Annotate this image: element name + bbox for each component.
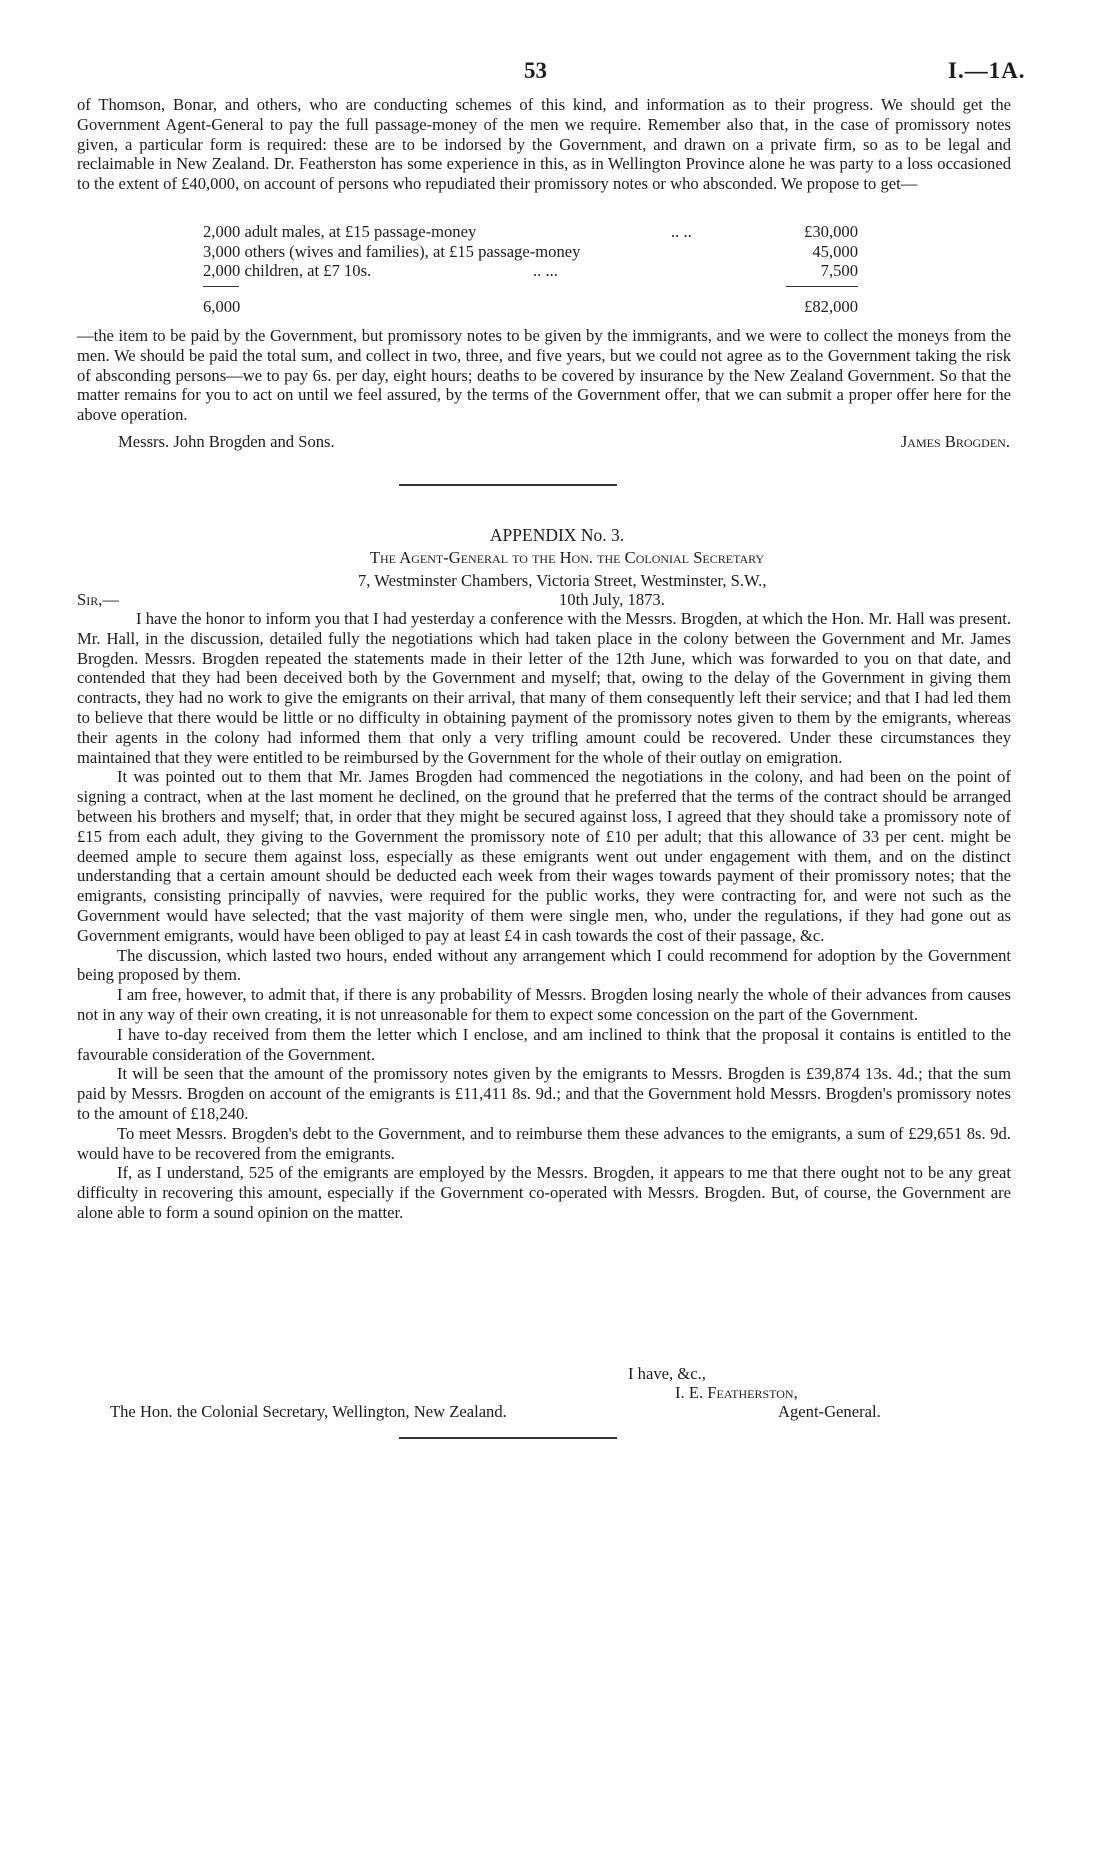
page-number: 53 (524, 58, 547, 83)
letter-signature: James Brogden. (900, 432, 1010, 451)
body-paragraph: I have to-day received from them the letter which I enclose, and am inclined to think that the proposal it contains is entitled to the favourable consideration of the Government. (77, 1024, 1011, 1064)
signatory-title: Agent-General. (778, 1402, 881, 1421)
table-rule-right (786, 286, 858, 287)
letter-salutation: Sir,— (77, 590, 119, 609)
letter-address: 7, Westminster Chambers, Victoria Street, Westminster, S.W., (358, 571, 767, 590)
table-row: 2,000 adult males, at £15 passage-money .. .. £30,000 (203, 222, 858, 241)
appendix-from-to: The Agent-General to the Hon. the Colonial Secretary (369, 548, 765, 567)
section-divider (399, 484, 617, 486)
body-paragraph: If, as I understand, 525 of the emigrants are employed by the Messrs. Brogden, it appears to me that there ought not to be any great difficulty in recovering this amount, especially if the Government co-operated with Messrs. Brogden. But, of course, the Government are alone able to form a sound opinion on the matter. (77, 1163, 1011, 1222)
letter-intro-paragraph: of Thomson, Bonar, and others, who are conducting schemes of this kind, and information as to their progress. We should get the Government Agent-General to pay the full passage-money of the men we require. Remember also that, in the case of promissory notes given, a particular form is required: these are to be indorsed by the Government, and drawn on a private firm, so as to be legal and reclaimable in New Zealand. Dr. Featherston has some experience in this, as in Wellington Province alone he was party to a loss occasioned to the extent of £40,000, on account of persons who repudiated their promissory notes or who absconded. We propose to get— (77, 95, 1011, 194)
appendix-letter-body (77, 609, 1011, 1223)
body-paragraph: To meet Messrs. Brogden's debt to the Government, and to reimburse them these advances to the emigrants, a sum of £29,651 8s. 9d. would have to be recovered from the emigrants. (77, 1123, 1011, 1163)
body-paragraph: It was pointed out to them that Mr. James Brogden had commenced the negotiations in the colony, and had been on the point of signing a contract, when at the last moment he declined, on the ground that he preferred that the terms of the contract should be arranged between his brothers and myself; that, in order that they might be secured against loss, I agreed that they should take a promissory note of £15 from each adult, they giving to the Government the promissory note of £10 per adult; that this allowance of 33 per cent. might be deemed ample to secure them against loss, especially as these emigrants went out under engagement with them, and on the distinct understanding that a certain amount should be deducted each week from their wages towards payment of their promissory notes; that the emigrants, consisting principally of navvies, were required for the public works, they were contracting for, and were not such as the Government would have selected; that the vast majority of them were single men, who, under the regulations, if they had gone out as Government emigrants, would have been obliged to pay at least £4 in cash towards the cost of their passage, &c. (77, 767, 1011, 945)
letter-signatory: I. E. Featherston, (675, 1383, 798, 1402)
table-row: 2,000 children, at £7 10s. .. ... 7,500 (203, 261, 858, 281)
letter-recipient: The Hon. the Colonial Secretary, Wellington, New Zealand. (110, 1402, 507, 1421)
table-row: 3,000 others (wives and families), at £15 passage-money 45,000 (203, 241, 858, 261)
passage-money-table (203, 222, 858, 281)
section-divider-bottom (399, 1437, 617, 1439)
table-total-count: 6,000 (203, 297, 241, 316)
letter-date: 10th July, 1873. (559, 590, 665, 609)
document-reference: I.—1A. (948, 58, 1026, 83)
body-paragraph: It will be seen that the amount of the promissory notes given by the emigrants to Messrs. Brogden is £39,874 13s. 4d.; that the sum paid by Messrs. Brogden on account of the emigrants is £11,411 8s. 9d.; and that the Government hold Messrs. Brogden's promissory notes to the amount of £18,240. (77, 1064, 1011, 1123)
body-paragraph: I have the honor to inform you that I had yesterday a conference with the Messrs. Brogden, at which the Hon. Mr. Hall was present. Mr. Hall, in the discussion, detailed fully the negotiations which had taken place in the colony between the Government and Mr. James Brogden. Messrs. Brogden repeated the statements made in their letter of the 12th June, which was forwarded to you on that date, and contended that they had been deceived both by the Government and myself; that, owing to the delay of the Government in giving them contracts, they had no work to give the emigrants on their arrival, that many of them consequently left their service; and that I had led them to believe that there would be little or no difficulty in obtaining payment of the promissory notes given to them by the emigrants, whereas their agents in the colony had informed them that only a very trifling amount could be recovered. Under these circumstances they maintained that they were entitled to be reimbursed by the Government for the whole of their outlay on emigration. (77, 609, 1011, 767)
letter-continuation-paragraph: —the item to be paid by the Government, but promissory notes to be given by the immigrants, and we were to collect the moneys from the men. We should be paid the total sum, and collect in two, three, and five years, but we could not agree as to the Government taking the risk of absconding persons—we to pay 6s. per day, eight hours; deaths to be covered by insurance by the New Zealand Government. So that the matter remains for you to act on until we feel assured, by the terms of the Government offer, that we can submit a proper offer here for the above operation. (77, 326, 1011, 425)
body-paragraph: I am free, however, to admit that, if there is any probability of Messrs. Brogden losing nearly the whole of their advances from causes not in any way of their own creating, it is not unreasonable for them to expect some concession on the part of the Government. (77, 985, 1011, 1024)
appendix-title: APPENDIX No. 3. (489, 525, 625, 545)
letter-closing: I have, &c., (628, 1364, 706, 1383)
table-total-amount: £82,000 (804, 297, 858, 316)
letter-addressee: Messrs. John Brogden and Sons. (118, 432, 335, 451)
body-paragraph: The discussion, which lasted two hours, ended without any arrangement which I could recommend for adoption by the Government being proposed by them. (77, 945, 1011, 985)
table-rule-left (203, 286, 239, 287)
